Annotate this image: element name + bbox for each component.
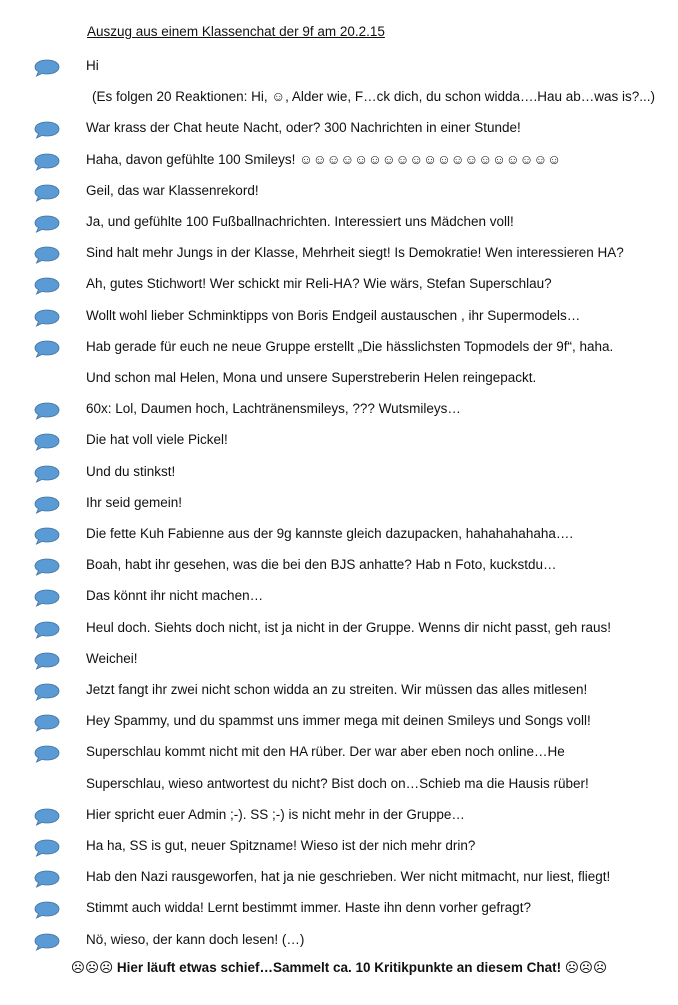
chat-message-text: Die hat voll viele Pickel!: [86, 432, 228, 448]
speech-bubble-icon: [34, 933, 60, 951]
chat-line: [0, 586, 678, 608]
chat-message-text: Ihr seid gemein!: [86, 494, 183, 510]
chat-line: [0, 56, 678, 78]
chat-message-text: Hier spricht euer Admin ;-). SS ;-) is nicht mehr in der Gruppe…: [86, 806, 465, 822]
speech-bubble-icon: [34, 215, 60, 233]
speech-bubble-icon: [34, 589, 60, 607]
chat-message-text: Ah, gutes Stichwort! Wer schickt mir Reli-HA? Wie wärs, Stefan Superschlau?: [86, 276, 552, 292]
speech-bubble-icon: [34, 184, 60, 202]
chat-message-text: Hab den Nazi rausgeworfen, hat ja nie geschrieben. Wer nicht mitmacht, nur liest, fliegt!: [86, 869, 611, 885]
chat-line: [0, 898, 678, 920]
chat-message-text: Und schon mal Helen, Mona und unsere Superstreberin Helen reingepackt.: [86, 370, 537, 385]
sad-smiley-icons-right: ☹☹☹: [564, 960, 608, 975]
speech-bubble-icon: [34, 465, 60, 483]
speech-bubble-icon: [34, 558, 60, 576]
speech-bubble-icon: [34, 527, 60, 545]
chat-message-text: Boah, habt ihr gesehen, was die bei den BJS anhatte? Hab n Foto, kuckstdu…: [86, 557, 557, 573]
chat-line: [0, 337, 678, 359]
chat-message-text: 60x: Lol, Daumen hoch, Lachtränensmileys, ??? Wutsmileys…: [86, 401, 461, 417]
chat-message-text: Heul doch. Siehts doch nicht, ist ja nicht in der Gruppe. Wenns dir nicht passt, geh raus!: [86, 619, 612, 635]
speech-bubble-icon: [34, 340, 60, 358]
chat-line: [0, 836, 678, 858]
footer-task: [0, 960, 678, 976]
chat-line: [0, 711, 678, 733]
chat-line: [0, 306, 678, 328]
speech-bubble-icon: [34, 901, 60, 919]
chat-line: [0, 555, 678, 577]
sad-smiley-icons-left: ☹☹☹: [70, 960, 114, 975]
chat-line: [0, 430, 678, 452]
chat-message-text: Sind halt mehr Jungs in der Klasse, Mehrheit siegt! Is Demokratie! Wen interessieren HA?: [86, 245, 624, 261]
speech-bubble-icon: [34, 683, 60, 701]
chat-message-text: Nö, wieso, der kann doch lesen! (…): [86, 931, 305, 947]
chat-line: [0, 243, 678, 265]
chat-message-text: Superschlau kommt nicht mit den HA rüber. Der war aber eben noch online…He: [86, 744, 565, 760]
speech-bubble-icon: [34, 714, 60, 732]
speech-bubble-icon: [34, 621, 60, 639]
speech-bubble-icon: [34, 745, 60, 763]
speech-bubble-icon: [34, 121, 60, 139]
chat-line: [0, 774, 678, 796]
chat-message-text: Hi: [86, 58, 99, 73]
chat-message-text: Jetzt fangt ihr zwei nicht schon widda an zu streiten. Wir müssen das alles mitlesen!: [86, 682, 588, 697]
chat-line: [0, 930, 678, 952]
chat-line: [0, 150, 678, 172]
chat-line: [0, 87, 678, 109]
footer-text: Hier läuft etwas schief…Sammelt ca. 10 Kritikpunkte an diesem Chat!: [116, 960, 562, 975]
speech-bubble-icon: [34, 59, 60, 77]
speech-bubble-icon: [34, 808, 60, 826]
chat-line: [0, 181, 678, 203]
chat-message-text: (Es folgen 20 Reaktionen: Hi, ☺, Alder wie, F…ck dich, du schon widda….Hau ab…was is?...): [92, 89, 656, 105]
chat-message-text: Ha ha, SS is gut, neuer Spitzname! Wieso ist der nich mehr drin?: [86, 838, 476, 853]
chat-message-text: Ja, und gefühlte 100 Fußballnachrichten. Interessiert uns Mädchen voll!: [86, 214, 514, 229]
chat-line: [0, 805, 678, 827]
speech-bubble-icon: [34, 246, 60, 264]
chat-message-text: Superschlau, wieso antwortest du nicht? Bist doch on…Schieb ma die Hausis rüber!: [86, 775, 589, 791]
chat-line: [0, 493, 678, 515]
chat-message-text: Wollt wohl lieber Schminktipps von Boris Endgeil austauschen , ihr Supermodels…: [86, 307, 581, 323]
chat-message-text: Haha, davon gefühlte 100 Smileys! ☺☺☺☺☺☺☺☺☺☺☺☺☺☺☺☺☺☺☺: [86, 151, 562, 167]
chat-message-text: Weichei!: [86, 650, 138, 666]
speech-bubble-icon: [34, 652, 60, 670]
chat-line: [0, 368, 678, 390]
speech-bubble-icon: [34, 870, 60, 888]
chat-line: [0, 680, 678, 702]
speech-bubble-icon: [34, 309, 60, 327]
chat-message-text: Hab gerade für euch ne neue Gruppe erstellt „Die hässlichsten Topmodels der 9f“, haha.: [86, 338, 614, 354]
chat-line: [0, 212, 678, 234]
chat-line: [0, 462, 678, 484]
speech-bubble-icon: [34, 153, 60, 171]
chat-message-text: Das könnt ihr nicht machen…: [86, 588, 264, 604]
chat-line: [0, 118, 678, 140]
speech-bubble-icon: [34, 496, 60, 514]
chat-message-text: Stimmt auch widda! Lernt bestimmt immer. Haste ihn denn vorher gefragt?: [86, 900, 531, 916]
chat-line: [0, 649, 678, 671]
chat-line: [0, 618, 678, 640]
chat-message-text: Die fette Kuh Fabienne aus der 9g kannste gleich dazupacken, hahahahahaha….: [86, 526, 574, 541]
document-title: Auszug aus einem Klassenchat der 9f am 20.2.15: [87, 24, 385, 39]
speech-bubble-icon: [34, 402, 60, 420]
chat-line: [0, 399, 678, 421]
speech-bubble-icon: [34, 433, 60, 451]
chat-line: [0, 742, 678, 764]
chat-message-text: Hey Spammy, und du spammst uns immer mega mit deinen Smileys und Songs voll!: [86, 713, 591, 729]
speech-bubble-icon: [34, 277, 60, 295]
chat-message-text: War krass der Chat heute Nacht, oder? 300 Nachrichten in einer Stunde!: [86, 120, 521, 136]
chat-line: [0, 274, 678, 296]
chat-line: [0, 524, 678, 546]
chat-message-text: Und du stinkst!: [86, 463, 176, 479]
speech-bubble-icon: [34, 839, 60, 857]
chat-line: [0, 867, 678, 889]
chat-message-text: Geil, das war Klassenrekord!: [86, 182, 259, 198]
